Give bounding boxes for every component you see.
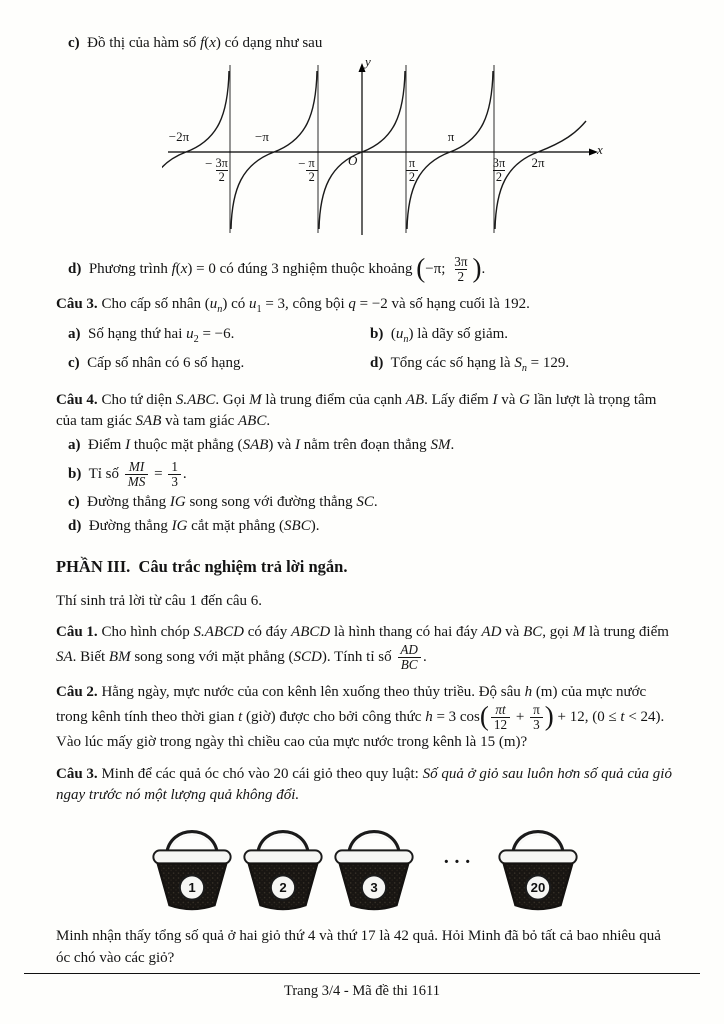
- basket-number: 20: [530, 880, 546, 896]
- tangent-graph-svg: [162, 54, 614, 247]
- y-axis-label: y: [365, 54, 371, 70]
- tan-branch: [407, 71, 493, 229]
- q4-option-a: a) Điểm I thuộc mặt phẳng (SAB) và I nằm trên đoạn thẳng SM.: [68, 437, 455, 454]
- axes: [168, 67, 592, 235]
- question-3-title: Câu 3. Cho cấp số nhân $(u_n)$ có $u_1 = 3$, công bội q = −2 và số hạng cuối là 192.: [56, 296, 530, 316]
- basket-rim: [244, 851, 321, 864]
- q4-option-c: c) Đường thẳng IG song song với đường thẳng SC.: [68, 493, 378, 510]
- q4-option-b: b) Tỉ số $\frac{MI}{MS}$ = $\frac{1}{3}$ .: [68, 458, 187, 489]
- basket-number: 2: [279, 880, 287, 896]
- part3-question-3-continuation: Minh nhận thấy tổng số quả ở hai giỏ thứ 4 và thứ 17 là 42 quả. Hỏi Minh đã bỏ tất cả bao nhiêu quả óc chó vào các giỏ?: [56, 928, 661, 966]
- part3-question-2: Câu 2. Hằng ngày, mực nước của con kênh lên xuống theo thủy triều. Độ sâu h (m) của mực nước trong kênh tính theo thời gian t (giờ) được cho bởi công thức h = 3 cos( $\frac{\pi t}{12}$ + $\frac{\pi}{3}$ ) + 12, (0 ≤ t < 24). Vào lúc mấy giờ trong ngày thì chiều cao của mực nước trong kênh là 15 (m)?: [56, 684, 665, 751]
- origin-label: O: [348, 153, 358, 169]
- tick-label-pi: π: [447, 129, 455, 145]
- part-3-instructions: Thí sinh trả lời từ câu 1 đến câu 6.: [56, 592, 263, 609]
- basket-rim: [153, 851, 230, 864]
- ellipsis-dots: ···: [442, 851, 475, 874]
- tick-label-3pi2: $\frac{3\pi}{2}$: [492, 156, 506, 185]
- tick-label-2pi: 2π: [531, 155, 545, 171]
- q4-option-d: d) Đường thẳng IG cắt mặt phẳng (SBC).: [68, 517, 320, 534]
- basket-number: 3: [370, 880, 378, 896]
- question-4-title: Câu 4. Cho tứ diện S.ABC. Gọi M là trung điểm của cạnh AB. Lấy điểm I và G lần lượt là trọng tâm của tam giác SAB và tam giác ABC.: [56, 391, 657, 430]
- part3-question-3: Câu 3. Minh để các quả óc chó vào 20 cái giỏ theo quy luật: Số quả ở giỏ sau luôn hơn số quả của giỏ ngay trước nó một lượng quả không đổi.: [56, 765, 672, 804]
- tick-label-pi2: $\frac{\pi}{2}$: [400, 157, 424, 184]
- basket-20: [494, 818, 582, 916]
- basket-number: 1: [188, 880, 196, 896]
- q3-option-d: d) Tổng các số hạng là $S_n = 129$.: [370, 355, 570, 375]
- page-number: Trang 3/4 - Mã đề thi 1611: [283, 983, 440, 1000]
- page-footer: [24, 973, 700, 1002]
- tick-label-neg2pi: −2π: [168, 129, 190, 145]
- baskets-illustration: [56, 818, 674, 916]
- tick-label-negpi2: − $\frac{\pi}{2}$: [292, 157, 324, 184]
- statement-c: c) Đồ thị của hàm số f(x) có dạng như sau: [68, 35, 323, 51]
- x-axis-label: x: [597, 142, 603, 158]
- basket-rim: [499, 851, 576, 864]
- q3-option-b: b) $(u_n)$ là dãy số giảm.: [370, 325, 509, 345]
- question-3-options: [56, 321, 674, 380]
- footer-rule: [24, 973, 700, 974]
- q3-option-a: a) Số hạng thứ hai $u_2 = -6$.: [68, 325, 235, 345]
- basket-1: [148, 818, 236, 916]
- tick-label-negpi: −π: [255, 129, 269, 145]
- function-graph: [162, 54, 614, 247]
- tick-label-neg3pi2: − $\frac{3\pi}{2}$: [205, 156, 228, 185]
- basket-rim: [335, 851, 412, 864]
- q3-option-c: c) Cấp số nhân có 6 số hạng.: [68, 355, 245, 372]
- basket-2: [239, 818, 327, 916]
- part-3-heading: PHẦN III. Câu trắc nghiệm trả lời ngắn.: [56, 557, 348, 577]
- tan-branch: [162, 71, 229, 229]
- basket-3: [330, 818, 418, 916]
- tangent-branches: [162, 71, 586, 229]
- statement-d: d) Phương trình f(x) = 0 có đúng 3 nghiệm thuộc khoảng (−π; $\frac{3\pi}{2}$ ).: [68, 253, 486, 285]
- part3-question-1: Câu 1. Cho hình chóp S.ABCD có đáy ABCD là hình thang có hai đáy AD và BC, gọi M là trung điểm SA. Biết BM song song với mặt phẳng (SCD). Tính tỉ số $\frac{AD}{BC}$ .: [56, 623, 669, 673]
- tan-branch: [231, 71, 317, 229]
